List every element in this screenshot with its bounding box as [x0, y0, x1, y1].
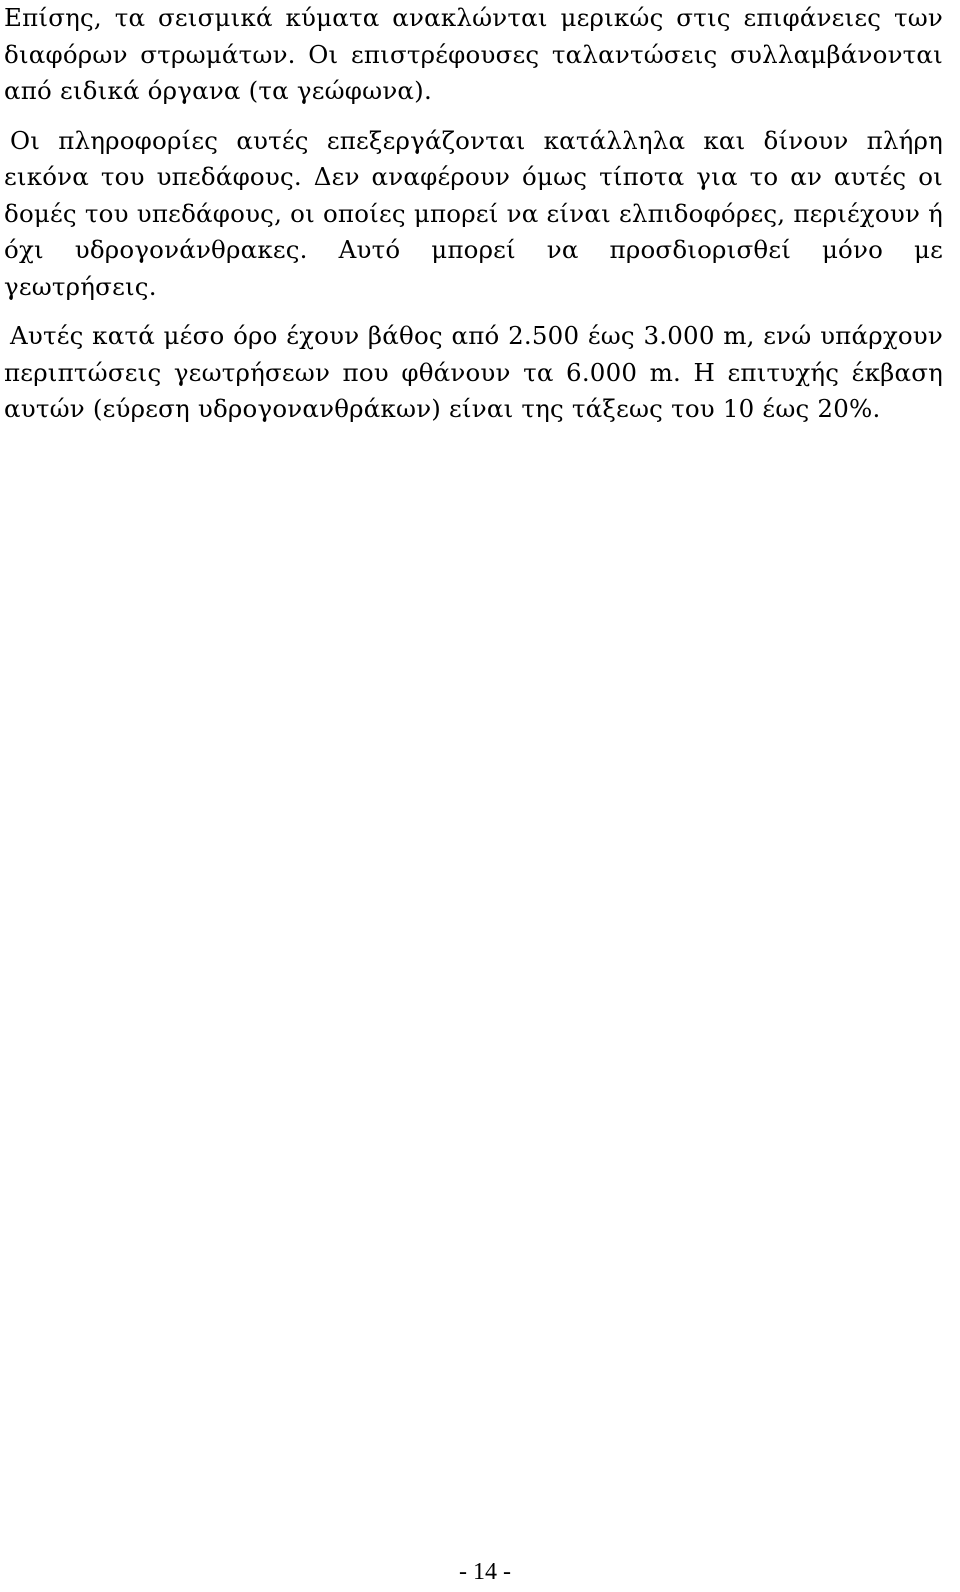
paragraph-seismic-reflection: Επίσης, τα σεισμικά κύματα ανακλώνται μερικώς στις επιφάνειες των διαφόρων στρωμάτων. Οι επιστρέφουσες ταλαντώσεις συλλαμβάνονται από ειδικά όργανα (τα γεώφωνα).: [4, 3, 943, 105]
paragraph-subsurface-information: Οι πληροφορίες αυτές επεξεργάζονται κατάλληλα και δίνουν πλήρη εικόνα του υπεδάφους. Δεν αναφέρουν όμως τίποτα για το αν αυτές οι δομές του υπεδάφους, οι οποίες μπορεί να είναι ελπιδοφόρες, περιέχουν ή όχι υδρογονάνθρακες. Αυτό μπορεί να προσδιορισθεί μόνο με γεωτρήσεις.: [4, 125, 943, 301]
paragraph-drilling-depth: Αυτές κατά μέσο όρο έχουν βάθος από 2.500 έως 3.000 m, ενώ υπάρχουν περιπτώσεις γεωτρήσεων που φθάνουν τα 6.000 m. Η επιτυχής έκβαση αυτών (εύρεση υδρογονανθράκων) είναι της τάξεως του 10 έως 20%.: [4, 321, 943, 423]
document-body: [4, 0, 943, 428]
page-number: - 14 -: [459, 1559, 511, 1585]
